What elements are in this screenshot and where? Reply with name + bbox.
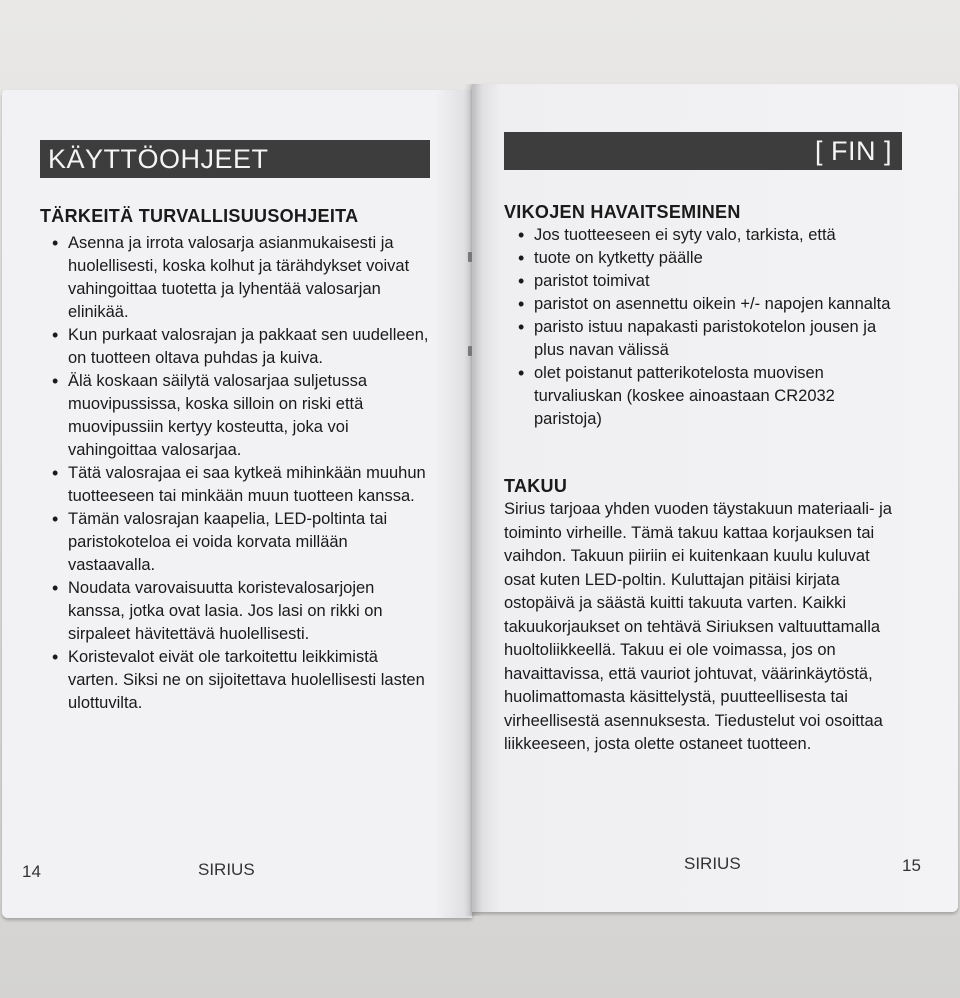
brand-footer-right: SIRIUS bbox=[684, 854, 741, 873]
open-booklet bbox=[2, 84, 958, 916]
safety-bullet: • Koristevalot eivät ole tarkoitettu leikkimistä varten. Siksi ne on sijoitettava huolellisesti lasten ulottuvilta. bbox=[50, 646, 432, 715]
brand-footer-left: SIRIUS bbox=[198, 860, 255, 879]
troubleshooting-bullet: • Jos tuotteeseen ei syty valo, tarkista, että bbox=[516, 224, 906, 247]
troubleshooting-bullet: • tuote on kytketty päälle bbox=[516, 247, 906, 270]
safety-bullet: • Tätä valosrajaa ei saa kytkeä mihinkään muuhun tuotteeseen tai minkään muun tuotteen kanssa. bbox=[50, 462, 432, 508]
staple-top bbox=[468, 252, 472, 262]
safety-bullet: • Tämän valosrajan kaapelia, LED-poltinta tai paristokoteloa ei voida korvata millään vastaavalla. bbox=[50, 508, 432, 577]
troubleshooting-bullet: • olet poistanut patterikotelosta muovisen turvaliuskan (koskee ainoastaan CR2032 paristoja) bbox=[516, 362, 906, 431]
warranty-title: TAKUU bbox=[504, 476, 568, 496]
safety-bullet: • Älä koskaan säilytä valosarjaa suljetussa muovipussissa, koska silloin on riski että muovipussiin kertyy kosteutta, joka voi vahingoittaa valosarjaa. bbox=[50, 370, 432, 462]
spine-shadow bbox=[464, 84, 482, 916]
troubleshooting-section-title: VIKOJEN HAVAITSEMINEN bbox=[504, 202, 741, 222]
safety-section-title: TÄRKEITÄ TURVALLISUUSOHJEITA bbox=[40, 206, 359, 226]
safety-bullet-list bbox=[50, 232, 432, 715]
troubleshooting-bullet: • paristot toimivat bbox=[516, 270, 906, 293]
left-header-bar: KÄYTTÖOHJEET bbox=[40, 140, 430, 178]
language-tag-bar: [ FIN ] bbox=[504, 132, 902, 170]
troubleshooting-bullet-list bbox=[516, 224, 906, 431]
left-page bbox=[2, 90, 472, 918]
right-page bbox=[472, 84, 958, 912]
staple-bottom bbox=[468, 346, 472, 356]
safety-bullet: • Asenna ja irrota valosarja asianmukaisesti ja huolellisesti, koska kolhut ja tärähdykset voivat vahingoittaa tuotetta ja lyhentää valosarjan elinikää. bbox=[50, 232, 432, 324]
warranty-text: Sirius tarjoaa yhden vuoden täystakuun materiaali- ja toiminto virheille. Tämä takuu kattaa korjauksen tai vaihdon. Takuun piiriin ei kuitenkaan kuulu kuluvat osat kuten LED-poltin. Kuluttajan pitäisi kirjata ostopäivä ja säästä kuitti takuuta varten. Kaikki takuukorjaukset on tehtävä Siriuksen valtuuttamalla huoltoliikkeellä. Takuu ei ole voimassa, jos on havaittavissa, että vauriot johtuvat, väärinkäytöstä, huolimattomasta käsittelystä, puutteellisesta tai virheellisestä asennuksesta. Tiedustelut voi osoittaa liikkeeseen, josta olette ostaneet tuotteen. bbox=[504, 500, 892, 753]
troubleshooting-bullet: • paristo istuu napakasti paristokotelon jousen ja plus navan välissä bbox=[516, 316, 906, 362]
page-number-right: 15 bbox=[902, 856, 921, 875]
safety-bullet: • Noudata varovaisuutta koristevalosarjojen kanssa, jotka ovat lasia. Jos lasi on rikki on sirpaleet hävitettävä huolellisesti. bbox=[50, 577, 432, 646]
troubleshooting-bullet: • paristot on asennettu oikein +/- napojen kannalta bbox=[516, 293, 906, 316]
page-number-left: 14 bbox=[22, 862, 41, 881]
safety-bullet: • Kun purkaat valosrajan ja pakkaat sen uudelleen, on tuotteen oltava puhdas ja kuiva. bbox=[50, 324, 432, 370]
